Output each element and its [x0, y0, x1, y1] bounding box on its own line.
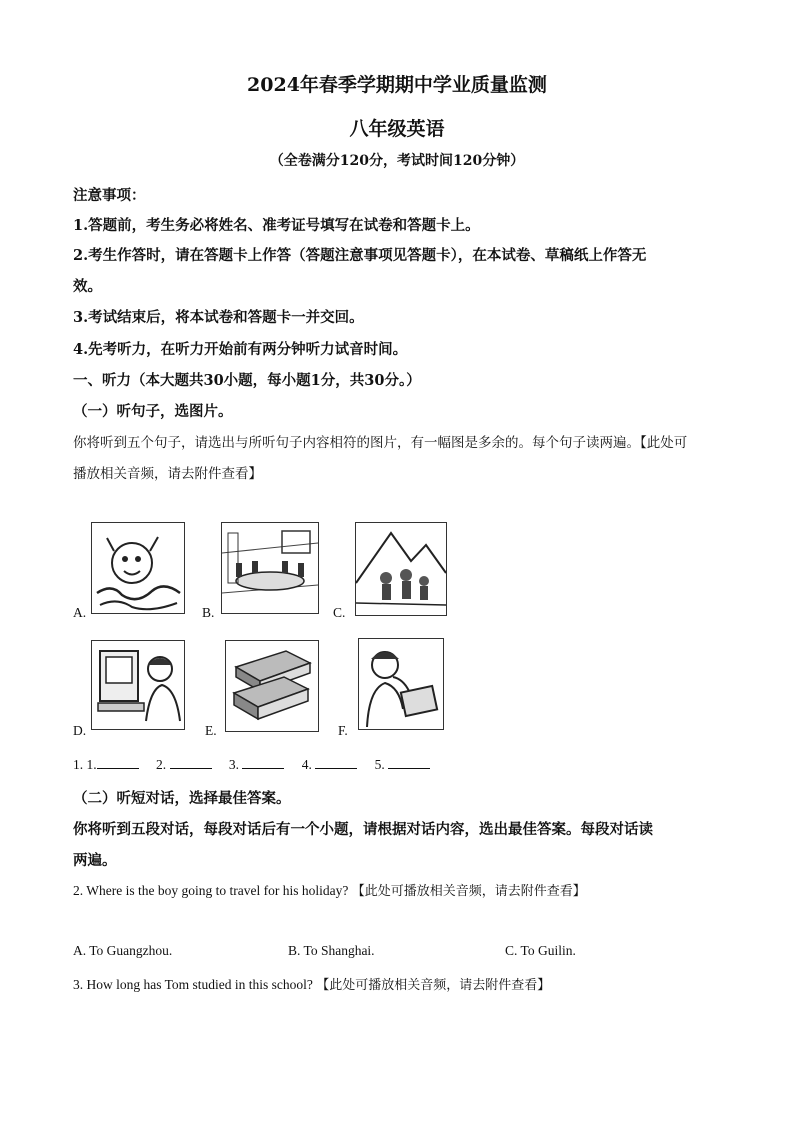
exam-subject: 八年级英语 [349, 118, 445, 140]
answer-1-blank[interactable] [97, 756, 139, 769]
picture-a-label: A. [73, 605, 87, 620]
exam-score-note: （全卷满分120分，考试时间120分钟） [269, 153, 525, 169]
computer-user-icon [91, 640, 185, 730]
answer-3-blank[interactable] [242, 756, 284, 769]
part1-sub1-heading: （一）听句子，选图片。 [73, 403, 233, 420]
question-2-option-c[interactable]: C. To Guilin. [505, 943, 576, 958]
notice-item-4: 4.先考听力，在听力开始前有两分钟听力试音时间。 [73, 341, 408, 358]
notice-item-3: 3.考试结束后，将本试卷和答题卡一并交回。 [73, 309, 364, 326]
notice-item-1: 1.答题前，考生务必将姓名、准考证号填写在试卷和答题卡上。 [73, 217, 480, 234]
question-2-option-b[interactable]: B. To Shanghai. [288, 943, 375, 958]
answer-3-label: 3. [228, 757, 239, 772]
question-3 [73, 974, 550, 993]
picture-b-label: B. [202, 605, 215, 620]
question-2-audio-note: 【此处可播放相关音频，请去附件查看】 [351, 884, 586, 899]
answer-1-label: 1. 1. [73, 757, 97, 772]
question-2-option-a[interactable]: A. To Guangzhou. [73, 943, 173, 958]
notice-item-2-line2: 效。 [73, 278, 102, 295]
answer-2-blank[interactable] [170, 756, 212, 769]
cartoon-swimmer-icon [91, 522, 185, 614]
exam-title: 2024年春季学期期中学业质量监测 [247, 74, 547, 96]
picture-f-label: F. [338, 723, 348, 738]
meeting-room-icon [221, 522, 319, 614]
part1-sub2-instruction-line2: 两遍。 [73, 852, 117, 869]
notice-item-2-line1: 2.考生作答时，请在答题卡上作答（答题注意事项见答题卡），在本试卷、草稿纸上作答无 [73, 247, 647, 264]
mountain-hikers-icon [355, 522, 447, 616]
picture-d-label: D. [73, 723, 87, 738]
answer-blanks-row [73, 756, 430, 773]
part1-sub2-instruction-line1: 你将听到五段对话，每段对话后有一个小题，请根据对话内容，选出最佳答案。每段对话读 [73, 821, 653, 838]
book-stack-icon [225, 640, 319, 732]
part1-sub2-heading: （二）听短对话，选择最佳答案。 [73, 790, 291, 807]
part1-heading: 一、听力（本大题共30小题，每小题1分，共30分。） [73, 372, 421, 389]
question-3-audio-note: 【此处可播放相关音频，请去附件查看】 [316, 978, 551, 993]
question-2 [73, 880, 586, 899]
answer-5-blank[interactable] [388, 756, 430, 769]
picture-e-label: E. [205, 723, 217, 738]
answer-2-label: 2. [156, 757, 167, 772]
part1-instruction-line2: 播放相关音频，请去附件查看】 [73, 466, 262, 482]
answer-4-label: 4. [301, 757, 312, 772]
question-3-stem: 3. How long has Tom studied in this school? [73, 977, 317, 992]
notice-heading: 注意事项： [73, 187, 146, 204]
question-2-stem: 2. Where is the boy going to travel for his holiday? [73, 883, 352, 898]
picture-c-label: C. [333, 605, 346, 620]
part1-instruction-line1: 你将听到五个句子，请选出与所听句子内容相符的图片，有一幅图是多余的。每个句子读两遍。【此处可 [73, 435, 688, 451]
answer-4-blank[interactable] [315, 756, 357, 769]
phone-call-icon [358, 638, 444, 730]
answer-5-label: 5. [374, 757, 385, 772]
